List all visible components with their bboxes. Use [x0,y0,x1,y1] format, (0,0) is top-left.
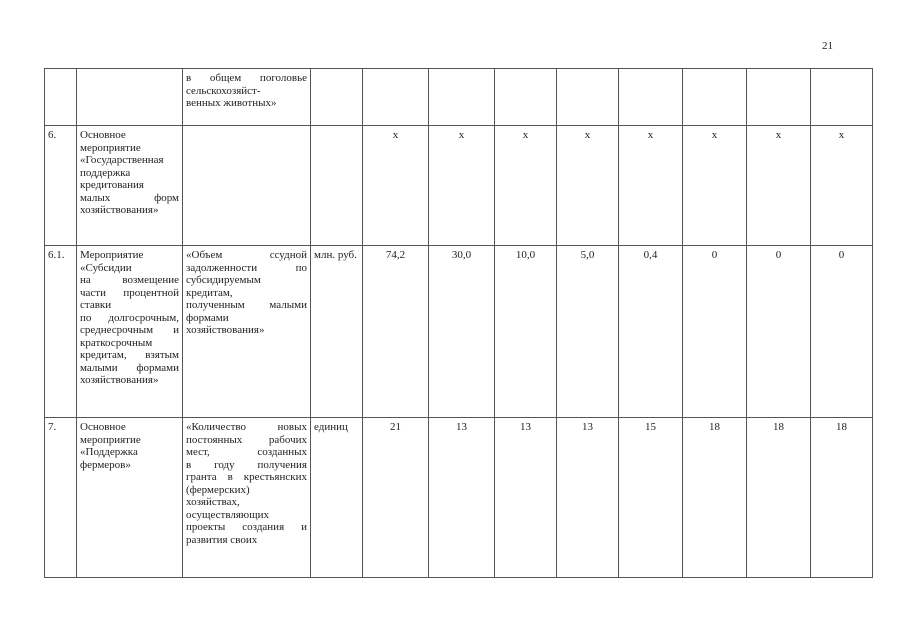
text-line: части процентной [80,286,179,299]
text-line: мероприятие [80,433,141,446]
value-cell [363,69,429,126]
unit-cell [311,69,363,126]
value-cell: х [495,126,557,246]
value-cell: х [811,126,873,246]
text-line: венных животных» [186,97,277,109]
value-cell: 0,4 [619,246,683,418]
text-line: хозяйствования» [186,324,265,336]
value-cell: х [363,126,429,246]
measure-name-cell [77,246,183,418]
text-line: «Поддержка [80,446,138,458]
table-row [45,246,873,418]
text-line: постоянных рабочих [186,433,307,446]
text-line: кредитам, [186,286,233,299]
value-cell: 13 [495,418,557,578]
text-line: Основное [80,129,126,141]
text-line: «Объем ссудной [186,249,307,261]
text-line: развития своих [186,533,258,546]
row-number-cell [45,69,77,126]
value-cell: 18 [747,418,811,578]
value-cell [557,69,619,126]
value-cell: 5,0 [557,246,619,418]
text-line: Мероприятие [80,249,144,261]
text-line: хозяйствах, [186,496,240,508]
row-number-cell: 7. [45,418,77,578]
value-cell [619,69,683,126]
value-cell: 74,2 [363,246,429,418]
text-line: Основное [80,421,126,433]
indicator-cell [183,69,311,126]
text-line: малых форм [80,191,179,204]
row-number-cell: 6. [45,126,77,246]
row-number-cell: 6.1. [45,246,77,418]
text-line: «Количество новых [186,421,307,433]
value-cell: 18 [811,418,873,578]
table-row [45,418,873,578]
text-line: формами [186,311,229,324]
text-line: хозяйствования» [80,204,159,216]
measure-name-cell [77,126,183,246]
unit-cell: млн. руб. [311,246,363,418]
table-body [45,69,873,578]
text-line: фермеров» [80,458,131,471]
value-cell [747,69,811,126]
text-line: в году получения [186,458,307,471]
text-line: в общем поголовье [186,72,307,84]
text-line: мероприятие [80,141,141,154]
unit-cell: единиц [311,418,363,578]
value-cell [495,69,557,126]
text-line: «Субсидии [80,261,132,274]
table-row [45,69,873,126]
indicator-cell [183,126,311,246]
text-line: мест, созданных [186,446,307,458]
indicator-cell [183,418,311,578]
text-line: осуществляющих [186,508,269,521]
text-line: хозяйствования» [80,374,159,386]
value-cell: 30,0 [429,246,495,418]
text-line: кредитования [80,179,144,191]
text-line: субсидируемым [186,274,261,286]
table-row [45,126,873,246]
text-line: краткосрочным [80,336,153,349]
value-cell: 0 [747,246,811,418]
value-cell: 18 [683,418,747,578]
value-cell [811,69,873,126]
value-cell: 10,0 [495,246,557,418]
measure-name-cell [77,69,183,126]
value-cell [429,69,495,126]
value-cell: 21 [363,418,429,578]
text-line: малыми формами [80,361,179,374]
unit-cell [311,126,363,246]
text-line: кредитам, взятым [80,349,179,361]
text-line: поддержка [80,166,131,179]
value-cell: 0 [683,246,747,418]
value-cell: 0 [811,246,873,418]
value-cell: х [557,126,619,246]
value-cell: 13 [429,418,495,578]
text-line: (фермерских) [186,483,250,496]
text-line: проекты создания и [186,521,307,533]
page-number: 21 [822,40,833,52]
indicator-cell [183,246,311,418]
text-line: «Государственная [80,154,164,166]
text-line: на возмещение [80,274,179,286]
text-line: среднесрочным и [80,324,179,336]
value-cell: 15 [619,418,683,578]
value-cell: х [683,126,747,246]
text-line: по долгосрочным, [80,311,179,324]
text-line: полученным малыми [186,299,307,311]
text-line: ставки [80,299,112,311]
text-line: сельскохозяйст- [186,84,261,97]
measure-name-cell [77,418,183,578]
indicators-table [44,68,873,578]
value-cell: х [429,126,495,246]
value-cell [683,69,747,126]
text-line: гранта в крестьянских [186,471,307,483]
value-cell: 13 [557,418,619,578]
value-cell: х [619,126,683,246]
value-cell: х [747,126,811,246]
text-line: задолженности по [186,261,307,274]
